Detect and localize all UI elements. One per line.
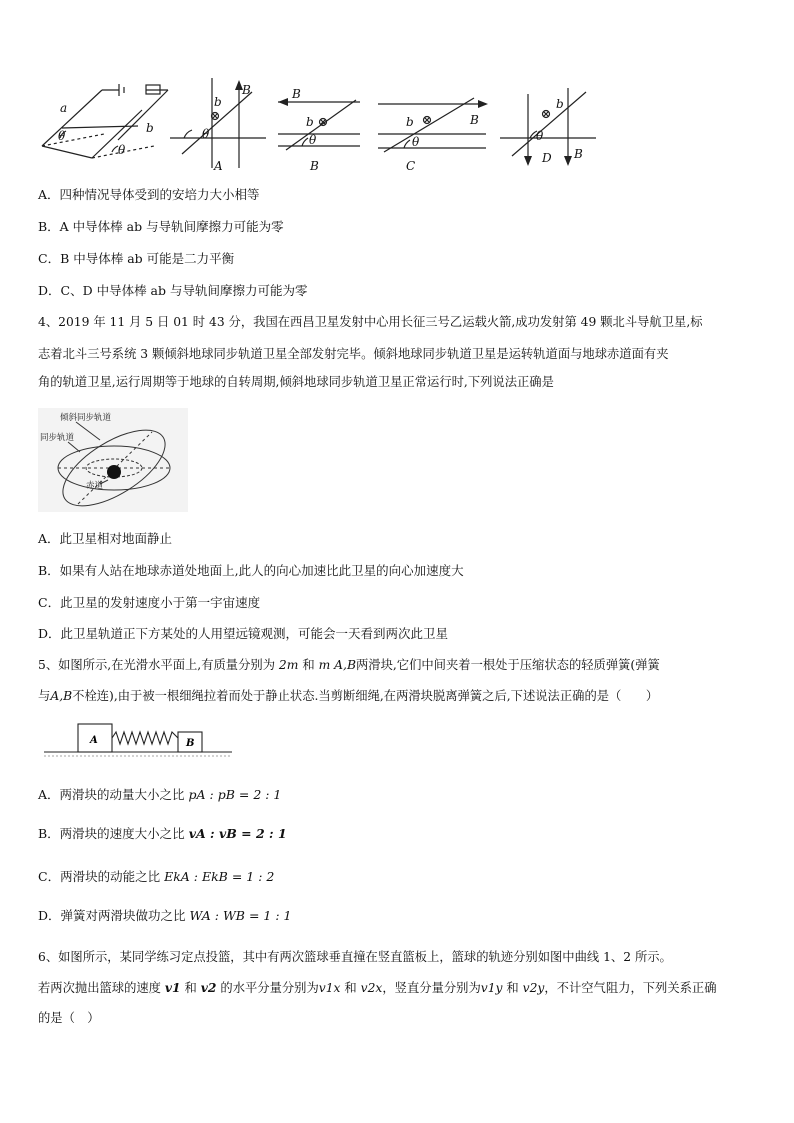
q5-ab: A,B [334,658,356,672]
q5-fig-block-a: A [90,735,98,746]
q5-stem-line-2 [38,688,658,704]
q4-stem-line-2: 志着北斗三号系统 3 颗倾斜地球同步轨道卫星全部发射完毕。倾斜地球同步轨道卫星是运转轨道面与地球赤道面有夹 [38,347,669,361]
fig3-label-theta-1: θ [58,129,66,143]
q5-option-c: C．两滑块的动能之比 EkA : EkB = 1 : 2 [38,869,275,884]
q6-stem-line-1: 6、如图所示，某同学练习定点投篮，其中有两次篮球垂直撞在竖直篮板上，篮球的轨迹分别如图中曲线 1、2 所示。 [38,950,672,964]
panelB-b: b [306,115,314,129]
panelA-label: A [214,159,223,173]
q5-option-d-math: WA : WB = 1 : 1 [189,908,292,923]
panelC-label: C [406,159,416,173]
q5-option-a: A．两滑块的动量大小之比 pA : pB = 2 : 1 [38,787,282,802]
q4-option-b: B．如果有人站在地球赤道处地面上,此人的向心加速比此卫星的向心加速度大 [38,563,464,578]
q5-stem-2b: 不栓连),由于被一根细绳拉着而处于静止状态.当剪断细绳,在两滑块脱离弹簧之后,下述说法正确的是（ ） [72,689,659,703]
panelC-b: b [406,115,414,129]
q4-stem-line-3: 角的轨道卫星,运行周期等于地球的自转周期,倾斜地球同步轨道卫星正常运行时,下列说法正确是 [38,375,554,389]
q4-option-c: C．此卫星的发射速度小于第一宇宙速度 [38,595,261,610]
q4-stem-line-1: 4、2019 年 11 月 5 日 01 时 43 分，我国在西昌卫星发射中心用长征三号乙运载火箭,成功发射第 49 颗北斗导航卫星,标 [38,315,703,329]
q6-stem-line-2: 若两次抛出篮球的速度 v1 和 v2 的水平分量分别为v1x 和 v2x，竖直分量分别为v1y 和 v2y，不计空气阻力，下列关系正确 [38,980,717,995]
panelD-label: D [542,151,552,165]
q5-fig-block-b: B [186,738,195,749]
q6-v2x: v2x [360,981,383,995]
panelD-B: B [574,147,583,161]
panelC-B: B [470,113,479,127]
panelD-b: b [556,97,564,111]
q5-option-a-math: pA : pB = 2 : 1 [188,787,282,802]
q5-stem-line-1 [38,657,660,673]
q4-option-d: D．此卫星轨道正下方某处的人用望远镜观测，可能会一天看到两次此卫星 [38,626,449,641]
fig3-label-theta-2: θ [118,143,126,157]
figure-q5-springs [44,718,236,760]
q5-stem-1b: 两滑块,它们中间夹着一根处于压缩状态的轻质弹簧(弹簧 [355,658,660,672]
q6-v1y: v1y [480,981,503,995]
q5-option-b: B．两滑块的速度大小之比 vA : vB = 2 : 1 [38,826,287,841]
q3-option-b: B．A 中导体棒 ab 与导轨间摩擦力可能为零 [38,219,284,234]
figure-q4-orbits [38,408,188,512]
q5-stem-2a: 与 [38,689,51,703]
q5-and: 和 [302,658,315,672]
q6-v2y: v2y [522,981,545,995]
panelB-B: B [292,87,301,101]
fig3-label-a: a [60,101,68,115]
q5-stem-1a: 5、如图所示,在光滑水平面上,有质量分别为 [38,658,275,672]
panelB-label: B [310,159,319,173]
q6-v2: v2 [200,980,217,995]
q5-mass-m: m [318,658,331,672]
q6-v1x: v1x [318,981,341,995]
q4-fig-label-equator: 赤道 [86,481,104,491]
figure-q3-rails [34,76,764,178]
q5-ab-2: A,B [50,689,73,703]
panelB-theta: θ [309,133,317,147]
q5-option-d: D．弹簧对两滑块做功之比 WA : WB = 1 : 1 [38,908,292,923]
q6-stem-line-3: 的是（ ） [38,1011,100,1025]
panelA-B: B [242,83,251,97]
q5-mass-2m: 2m [278,658,299,672]
q4-fig-label-sync: 同步轨道 [40,433,75,443]
q3-option-a: A．四种情况导体受到的安培力大小相等 [38,187,260,202]
fig3-label-b: b [146,121,154,135]
q4-fig-label-inclined: 倾斜同步轨道 [60,413,112,423]
q6-v1: v1 [164,980,181,995]
q4-option-a: A．此卫星相对地面静止 [38,531,173,546]
q3-option-d: D．C、D 中导体棒 ab 与导轨间摩擦力可能为零 [38,283,308,298]
panelA-b: b [214,95,222,109]
q5-option-c-math: EkA : EkB = 1 : 2 [164,869,275,884]
q5-option-b-math: vA : vB = 2 : 1 [188,826,287,841]
q3-option-c: C．B 中导体棒 ab 可能是二力平衡 [38,251,235,266]
panelA-theta: θ [202,127,210,141]
panelD-theta: θ [536,129,544,143]
panelC-theta: θ [412,135,420,149]
